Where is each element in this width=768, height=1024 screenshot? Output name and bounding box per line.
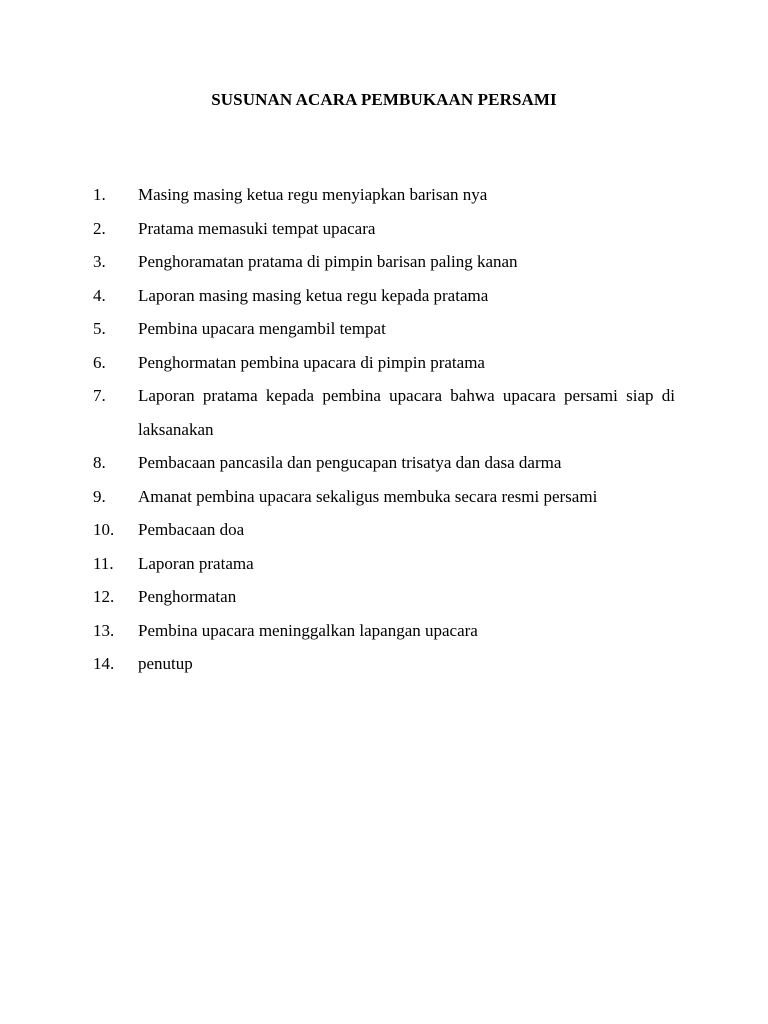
item-text: Laporan masing masing ketua regu kepada pratama bbox=[138, 285, 489, 305]
item-number: 13. bbox=[93, 620, 115, 640]
item-text: Amanat pembina upacara sekaligus membuka secara resmi persami bbox=[138, 486, 598, 506]
item-text: Masing masing ketua regu menyiapkan barisan nya bbox=[138, 185, 488, 204]
list-item bbox=[93, 614, 675, 648]
list-item bbox=[93, 580, 675, 614]
item-number: 5. bbox=[93, 319, 106, 338]
list-item bbox=[93, 647, 675, 681]
item-number: 4. bbox=[93, 285, 106, 305]
list-item bbox=[93, 547, 675, 581]
item-number: 8. bbox=[93, 453, 106, 472]
list-item bbox=[93, 245, 675, 279]
item-text: Pembacaan pancasila dan pengucapan trisatya dan dasa darma bbox=[138, 453, 562, 472]
item-number: 7. bbox=[93, 386, 106, 405]
item-text: Pembina upacara mengambil tempat bbox=[138, 319, 386, 338]
item-number: 3. bbox=[93, 252, 106, 271]
item-text: penutup bbox=[138, 654, 193, 673]
item-number: 1. bbox=[93, 185, 106, 204]
item-number: 11. bbox=[93, 553, 114, 573]
list-item bbox=[93, 212, 675, 246]
item-text: Laporan pratama bbox=[138, 553, 254, 573]
list-item bbox=[93, 178, 675, 212]
item-number: 9. bbox=[93, 486, 106, 506]
item-text: Penghormatan pembina upacara di pimpin pratama bbox=[138, 352, 485, 372]
agenda-list bbox=[93, 178, 675, 681]
list-item bbox=[93, 346, 675, 380]
list-item bbox=[93, 513, 675, 547]
item-number: 12. bbox=[93, 587, 115, 606]
item-number: 10. bbox=[93, 520, 115, 539]
item-text: Pratama memasuki tempat upacara bbox=[138, 218, 376, 238]
item-text: Pembacaan doa bbox=[138, 520, 245, 539]
list-item bbox=[93, 446, 675, 480]
list-item bbox=[93, 312, 675, 346]
item-text: Laporan pratama kepada pembina upacara bahwa upacara persami siap di laksanakan bbox=[138, 386, 675, 439]
list-item bbox=[93, 279, 675, 313]
item-text: Penghormatan bbox=[138, 587, 237, 606]
item-number: 2. bbox=[93, 218, 106, 238]
item-text: Pembina upacara meninggalkan lapangan upacara bbox=[138, 620, 478, 640]
document-title: SUSUNAN ACARA PEMBUKAAN PERSAMI bbox=[211, 90, 557, 109]
item-number: 6. bbox=[93, 352, 106, 372]
list-item bbox=[93, 379, 675, 446]
item-number: 14. bbox=[93, 654, 115, 673]
item-text: Penghoramatan pratama di pimpin barisan paling kanan bbox=[138, 252, 518, 271]
list-item bbox=[93, 480, 675, 514]
